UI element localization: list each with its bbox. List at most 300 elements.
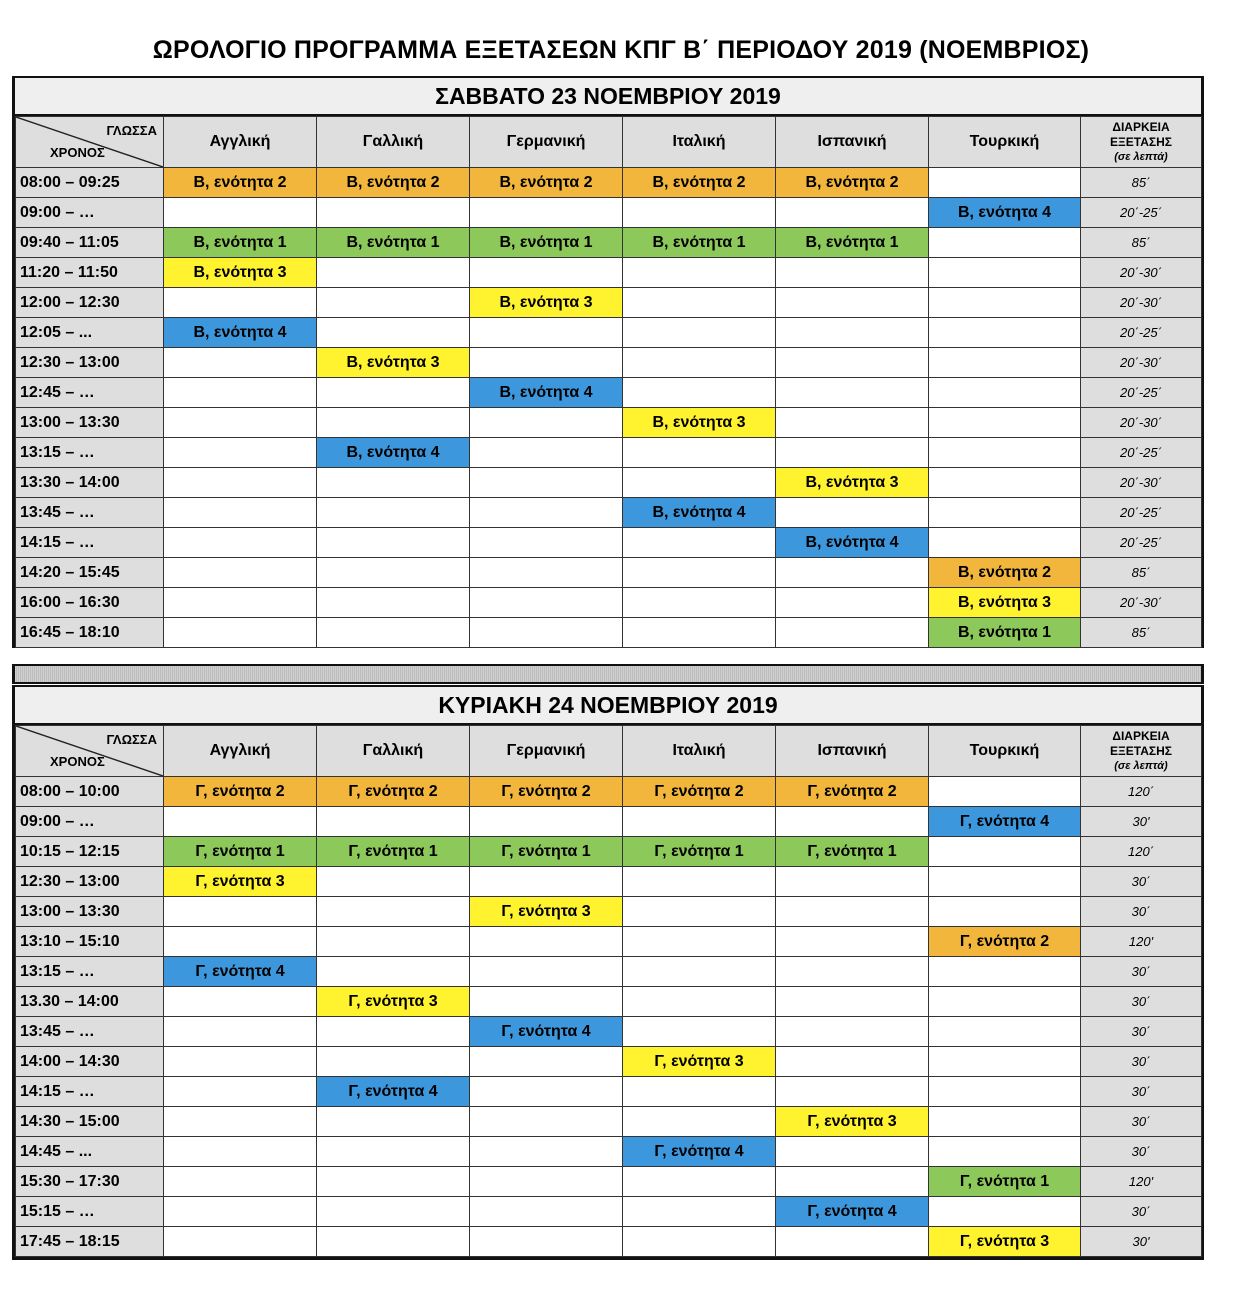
exam-cell (776, 987, 929, 1017)
time-slot: 16:00 – 16:30 (16, 588, 164, 618)
schedule-row (16, 618, 1202, 648)
language-header: Αγγλική (164, 117, 317, 168)
exam-cell (929, 1137, 1081, 1167)
exam-cell (317, 867, 470, 897)
exam-cell (470, 1197, 623, 1227)
schedule-row (16, 837, 1202, 867)
time-slot: 15:15 – … (16, 1197, 164, 1227)
exam-cell (776, 438, 929, 468)
time-slot: 08:00 – 10:00 (16, 777, 164, 807)
exam-cell: Γ, ενότητα 3 (164, 867, 317, 897)
time-slot: 09:00 – … (16, 198, 164, 228)
exam-cell: Β, ενότητα 4 (317, 438, 470, 468)
exam-cell: Γ, ενότητα 1 (929, 1167, 1081, 1197)
exam-cell (623, 348, 776, 378)
exam-cell (470, 468, 623, 498)
duration-header (1081, 726, 1202, 777)
exam-cell (164, 408, 317, 438)
exam-cell (929, 378, 1081, 408)
exam-cell (470, 1227, 623, 1257)
exam-cell (929, 1197, 1081, 1227)
exam-cell (317, 378, 470, 408)
exam-cell: Γ, ενότητα 3 (929, 1227, 1081, 1257)
schedule-row (16, 867, 1202, 897)
duration-cell: 30' (1081, 1227, 1202, 1257)
exam-cell (623, 318, 776, 348)
duration-cell: 120΄ (1081, 837, 1202, 867)
exam-cell (776, 288, 929, 318)
time-slot: 17:45 – 18:15 (16, 1227, 164, 1257)
exam-cell (929, 468, 1081, 498)
exam-cell: Γ, ενότητα 2 (623, 777, 776, 807)
schedule-row (16, 807, 1202, 837)
exam-cell (317, 1137, 470, 1167)
exam-cell: Γ, ενότητα 1 (623, 837, 776, 867)
duration-cell: 20΄-30΄ (1081, 468, 1202, 498)
exam-cell (470, 987, 623, 1017)
exam-cell (470, 927, 623, 957)
exam-cell: Γ, ενότητα 2 (776, 777, 929, 807)
exam-cell: Β, ενότητα 1 (317, 228, 470, 258)
header-row (16, 726, 1202, 777)
exam-cell (470, 807, 623, 837)
exam-cell: Β, ενότητα 1 (470, 228, 623, 258)
exam-cell (470, 1077, 623, 1107)
exam-cell (623, 897, 776, 927)
exam-cell: Γ, ενότητα 2 (470, 777, 623, 807)
duration-header-line3: (σε λεπτά) (1114, 150, 1168, 163)
exam-cell (164, 468, 317, 498)
exam-cell (317, 618, 470, 648)
exam-cell (776, 1137, 929, 1167)
corner-cell (16, 117, 164, 168)
exam-cell: Β, ενότητα 1 (623, 228, 776, 258)
time-slot: 09:00 – … (16, 807, 164, 837)
exam-cell (929, 498, 1081, 528)
exam-cell: Β, ενότητα 3 (317, 348, 470, 378)
exam-cell (776, 957, 929, 987)
duration-header-line2: ΕΞΕΤΑΣΗΣ (1110, 743, 1172, 758)
exam-cell (317, 468, 470, 498)
exam-cell (317, 498, 470, 528)
time-slot: 14:45 – ... (16, 1137, 164, 1167)
schedule-row (16, 1167, 1202, 1197)
schedule-row (16, 1227, 1202, 1257)
exam-cell (776, 318, 929, 348)
exam-cell: Γ, ενότητα 2 (929, 927, 1081, 957)
exam-cell (317, 1227, 470, 1257)
time-slot: 13:30 – 14:00 (16, 468, 164, 498)
exam-cell (776, 498, 929, 528)
exam-cell (164, 198, 317, 228)
exam-cell: Β, ενότητα 2 (776, 168, 929, 198)
exam-cell: Γ, ενότητα 4 (317, 1077, 470, 1107)
exam-cell (623, 927, 776, 957)
duration-cell: 20΄-25΄ (1081, 498, 1202, 528)
exam-cell (623, 378, 776, 408)
exam-cell (776, 258, 929, 288)
duration-cell: 30΄ (1081, 897, 1202, 927)
exam-cell: Β, ενότητα 4 (623, 498, 776, 528)
duration-cell: 30΄ (1081, 1077, 1202, 1107)
duration-cell: 30' (1081, 807, 1202, 837)
time-slot: 13:00 – 13:30 (16, 897, 164, 927)
language-header: Αγγλική (164, 726, 317, 777)
exam-cell: Γ, ενότητα 4 (776, 1197, 929, 1227)
language-axis-label: ΓΛΩΣΣΑ (106, 732, 157, 747)
exam-cell (470, 318, 623, 348)
exam-cell (929, 1047, 1081, 1077)
duration-cell: 85΄ (1081, 168, 1202, 198)
time-slot: 12:30 – 13:00 (16, 867, 164, 897)
language-header: Γαλλική (317, 726, 470, 777)
time-slot: 11:20 – 11:50 (16, 258, 164, 288)
exam-cell (776, 897, 929, 927)
exam-cell (470, 1137, 623, 1167)
exam-cell (776, 1017, 929, 1047)
exam-cell (929, 168, 1081, 198)
exam-cell: Β, ενότητα 3 (623, 408, 776, 438)
exam-cell: Β, ενότητα 1 (929, 618, 1081, 648)
exam-cell (776, 198, 929, 228)
exam-cell (317, 558, 470, 588)
exam-cell: Γ, ενότητα 2 (164, 777, 317, 807)
exam-cell (317, 288, 470, 318)
exam-cell: Β, ενότητα 3 (470, 288, 623, 318)
exam-cell (623, 1017, 776, 1047)
duration-cell: 20΄-30΄ (1081, 288, 1202, 318)
schedule-row (16, 1197, 1202, 1227)
exam-cell (623, 867, 776, 897)
schedule-row (16, 777, 1202, 807)
time-slot: 13:15 – … (16, 957, 164, 987)
exam-cell (776, 867, 929, 897)
duration-cell: 20΄-30΄ (1081, 258, 1202, 288)
schedule-row (16, 1017, 1202, 1047)
language-header: Γαλλική (317, 117, 470, 168)
schedule-row (16, 228, 1202, 258)
exam-cell (317, 1047, 470, 1077)
exam-cell: Γ, ενότητα 3 (470, 897, 623, 927)
exam-cell: Γ, ενότητα 1 (776, 837, 929, 867)
exam-cell (317, 588, 470, 618)
exam-cell: Β, ενότητα 4 (929, 198, 1081, 228)
schedule-table (15, 725, 1202, 1257)
time-slot: 13:10 – 15:10 (16, 927, 164, 957)
duration-header-line2: ΕΞΕΤΑΣΗΣ (1110, 134, 1172, 149)
exam-cell (317, 1107, 470, 1137)
exam-cell (623, 1227, 776, 1257)
duration-cell: 85΄ (1081, 558, 1202, 588)
exam-cell (164, 807, 317, 837)
exam-cell (623, 468, 776, 498)
exam-cell (317, 807, 470, 837)
exam-cell (164, 348, 317, 378)
schedule-row (16, 468, 1202, 498)
exam-cell (929, 258, 1081, 288)
exam-cell (623, 588, 776, 618)
exam-cell (164, 1047, 317, 1077)
exam-cell: Β, ενότητα 1 (164, 228, 317, 258)
exam-cell (623, 438, 776, 468)
exam-cell: Γ, ενότητα 4 (470, 1017, 623, 1047)
schedule-row (16, 318, 1202, 348)
exam-cell (623, 1077, 776, 1107)
exam-cell (470, 498, 623, 528)
schedule-row (16, 558, 1202, 588)
exam-cell (164, 558, 317, 588)
time-slot: 14:30 – 15:00 (16, 1107, 164, 1137)
time-slot: 13.30 – 14:00 (16, 987, 164, 1017)
duration-cell: 30΄ (1081, 1137, 1202, 1167)
time-slot: 12:45 – … (16, 378, 164, 408)
exam-cell (164, 528, 317, 558)
exam-cell (470, 1167, 623, 1197)
exam-cell: Γ, ενότητα 4 (929, 807, 1081, 837)
schedule-row (16, 528, 1202, 558)
exam-cell (317, 927, 470, 957)
header-row (16, 117, 1202, 168)
exam-cell (470, 618, 623, 648)
duration-header-line1: ΔΙΑΡΚΕΙΑ (1112, 728, 1170, 743)
schedule-row (16, 438, 1202, 468)
duration-cell: 20΄-30΄ (1081, 408, 1202, 438)
schedule-row (16, 897, 1202, 927)
exam-cell (929, 1107, 1081, 1137)
exam-cell (623, 1167, 776, 1197)
exam-cell (623, 987, 776, 1017)
exam-cell (929, 1077, 1081, 1107)
time-axis-label: ΧΡΟΝΟΣ (50, 145, 105, 160)
page-title: ΩΡΟΛΟΓΙΟ ΠΡΟΓΡΑΜΜΑ ΕΞΕΤΑΣΕΩΝ ΚΠΓ Β΄ ΠΕΡΙΟΔΟΥ 2019 (ΝΟΕΜΒΡΙΟΣ) (152, 36, 1090, 64)
time-slot: 14:15 – … (16, 528, 164, 558)
duration-cell: 20΄-25΄ (1081, 318, 1202, 348)
exam-cell (317, 957, 470, 987)
duration-cell: 20΄-25΄ (1081, 528, 1202, 558)
schedule-row (16, 258, 1202, 288)
exam-cell (776, 927, 929, 957)
exam-cell (776, 408, 929, 438)
sunday-schedule (12, 685, 1204, 1260)
exam-cell (470, 198, 623, 228)
duration-cell: 30΄ (1081, 1197, 1202, 1227)
day-separator (12, 664, 1204, 684)
exam-cell (929, 867, 1081, 897)
exam-cell (470, 528, 623, 558)
exam-cell (317, 1197, 470, 1227)
schedule-row (16, 1107, 1202, 1137)
exam-cell (776, 588, 929, 618)
language-header: Γερμανική (470, 117, 623, 168)
exam-cell (929, 1017, 1081, 1047)
language-header: Τουρκική (929, 726, 1081, 777)
exam-cell (164, 1137, 317, 1167)
exam-cell: Γ, ενότητα 1 (470, 837, 623, 867)
exam-cell: Β, ενότητα 2 (929, 558, 1081, 588)
time-slot: 16:45 – 18:10 (16, 618, 164, 648)
exam-cell (470, 438, 623, 468)
exam-cell (164, 438, 317, 468)
time-slot: 09:40 – 11:05 (16, 228, 164, 258)
schedule-row (16, 498, 1202, 528)
exam-cell (929, 288, 1081, 318)
language-header: Ισπανική (776, 117, 929, 168)
duration-cell: 30΄ (1081, 867, 1202, 897)
exam-cell (317, 528, 470, 558)
exam-cell: Β, ενότητα 2 (623, 168, 776, 198)
duration-cell: 30΄ (1081, 1047, 1202, 1077)
exam-cell (164, 288, 317, 318)
exam-cell (776, 618, 929, 648)
exam-cell (317, 258, 470, 288)
exam-cell (776, 1167, 929, 1197)
language-header: Τουρκική (929, 117, 1081, 168)
exam-cell (929, 957, 1081, 987)
duration-header-line3: (σε λεπτά) (1114, 759, 1168, 772)
exam-cell (164, 378, 317, 408)
exam-cell (623, 807, 776, 837)
schedule-row (16, 957, 1202, 987)
exam-cell (929, 777, 1081, 807)
exam-cell (929, 318, 1081, 348)
exam-cell (929, 987, 1081, 1017)
language-header: Ισπανική (776, 726, 929, 777)
exam-cell (470, 258, 623, 288)
exam-cell: Γ, ενότητα 2 (317, 777, 470, 807)
language-header: Γερμανική (470, 726, 623, 777)
time-slot: 13:45 – … (16, 1017, 164, 1047)
exam-cell: Γ, ενότητα 1 (317, 837, 470, 867)
exam-cell (623, 288, 776, 318)
exam-cell (929, 528, 1081, 558)
exam-cell (317, 198, 470, 228)
duration-cell: 85΄ (1081, 228, 1202, 258)
exam-cell (164, 1107, 317, 1137)
exam-cell (164, 897, 317, 927)
saturday-schedule (12, 76, 1204, 648)
exam-cell (317, 408, 470, 438)
duration-cell: 120΄ (1081, 777, 1202, 807)
exam-cell (929, 408, 1081, 438)
exam-cell (776, 807, 929, 837)
schedule-row (16, 348, 1202, 378)
time-slot: 12:30 – 13:00 (16, 348, 164, 378)
schedule-row (16, 588, 1202, 618)
exam-cell (470, 588, 623, 618)
exam-cell (317, 318, 470, 348)
duration-cell: 30΄ (1081, 1017, 1202, 1047)
day-title: ΣΑΒΒΑΤΟ 23 ΝΟΕΜΒΡΙΟΥ 2019 (15, 78, 1201, 116)
schedule-table (15, 116, 1202, 648)
schedule-row (16, 1137, 1202, 1167)
exam-cell: Β, ενότητα 3 (929, 588, 1081, 618)
exam-cell (776, 1047, 929, 1077)
exam-cell (776, 348, 929, 378)
exam-cell (164, 1017, 317, 1047)
exam-cell (470, 348, 623, 378)
exam-cell (623, 957, 776, 987)
duration-cell: 20΄-30΄ (1081, 348, 1202, 378)
exam-cell (470, 867, 623, 897)
exam-cell (164, 927, 317, 957)
exam-cell (164, 588, 317, 618)
time-slot: 13:00 – 13:30 (16, 408, 164, 438)
exam-cell: Γ, ενότητα 3 (623, 1047, 776, 1077)
schedule-row (16, 408, 1202, 438)
exam-cell: Β, ενότητα 4 (776, 528, 929, 558)
exam-cell: Β, ενότητα 4 (164, 318, 317, 348)
time-slot: 12:00 – 12:30 (16, 288, 164, 318)
exam-cell (623, 1107, 776, 1137)
time-axis-label: ΧΡΟΝΟΣ (50, 754, 105, 769)
exam-cell (776, 1227, 929, 1257)
duration-cell: 85΄ (1081, 618, 1202, 648)
schedule-row (16, 288, 1202, 318)
exam-cell (929, 228, 1081, 258)
exam-cell: Β, ενότητα 1 (776, 228, 929, 258)
exam-cell (164, 1197, 317, 1227)
exam-cell (929, 837, 1081, 867)
schedule-row (16, 1047, 1202, 1077)
exam-cell: Γ, ενότητα 3 (317, 987, 470, 1017)
duration-cell: 20΄-25΄ (1081, 198, 1202, 228)
exam-cell (929, 897, 1081, 927)
exam-cell: Β, ενότητα 2 (164, 168, 317, 198)
exam-cell: Β, ενότητα 2 (470, 168, 623, 198)
exam-cell: Β, ενότητα 3 (164, 258, 317, 288)
exam-cell (929, 438, 1081, 468)
exam-cell (317, 1167, 470, 1197)
language-axis-label: ΓΛΩΣΣΑ (106, 123, 157, 138)
duration-cell: 30΄ (1081, 987, 1202, 1017)
language-header: Ιταλική (623, 117, 776, 168)
exam-cell (164, 1227, 317, 1257)
time-slot: 13:45 – … (16, 498, 164, 528)
exam-cell (623, 528, 776, 558)
schedule-row (16, 987, 1202, 1017)
time-slot: 14:15 – … (16, 1077, 164, 1107)
duration-header-line1: ΔΙΑΡΚΕΙΑ (1112, 119, 1170, 134)
language-header: Ιταλική (623, 726, 776, 777)
exam-cell: Γ, ενότητα 1 (164, 837, 317, 867)
time-slot: 10:15 – 12:15 (16, 837, 164, 867)
time-slot: 14:20 – 15:45 (16, 558, 164, 588)
corner-cell (16, 726, 164, 777)
duration-cell: 120' (1081, 927, 1202, 957)
exam-cell (776, 1077, 929, 1107)
exam-cell: Β, ενότητα 2 (317, 168, 470, 198)
exam-cell (929, 348, 1081, 378)
exam-cell: Γ, ενότητα 4 (164, 957, 317, 987)
exam-cell (470, 558, 623, 588)
duration-cell: 20΄-25΄ (1081, 378, 1202, 408)
exam-cell (623, 558, 776, 588)
exam-cell (317, 1017, 470, 1047)
exam-cell (164, 618, 317, 648)
schedule-row (16, 378, 1202, 408)
exam-cell (623, 258, 776, 288)
exam-cell (776, 558, 929, 588)
duration-header (1081, 117, 1202, 168)
duration-cell: 20΄-25΄ (1081, 438, 1202, 468)
time-slot: 08:00 – 09:25 (16, 168, 164, 198)
exam-cell (470, 1107, 623, 1137)
exam-cell (623, 1197, 776, 1227)
exam-cell: Β, ενότητα 4 (470, 378, 623, 408)
exam-cell (164, 1167, 317, 1197)
exam-cell: Γ, ενότητα 3 (776, 1107, 929, 1137)
schedule-row (16, 927, 1202, 957)
